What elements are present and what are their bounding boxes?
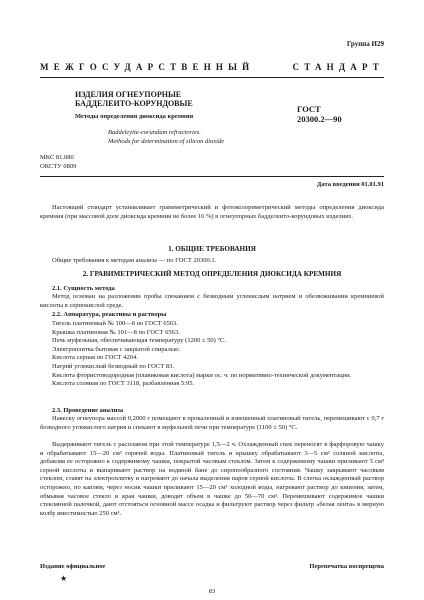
english-title-line-1: Baddeleyite-corundum refractories. [108, 129, 201, 136]
mks-code: МКС 81.080 [40, 154, 74, 161]
section-1-heading: 1. ОБЩИЕ ТРЕБОВАНИЯ [168, 245, 256, 253]
effective-date: Дата введения 01.01.91 [316, 181, 384, 188]
okstu-code: ОКСТУ 0809 [40, 162, 77, 170]
apparatus-item: Крышка платиновая № 101—8 по ГОСТ 6563. [52, 328, 180, 336]
apparatus-list [40, 320, 384, 389]
english-title [108, 129, 224, 146]
gost-label: ГОСТ [297, 104, 321, 114]
middle-rule [40, 176, 384, 177]
english-title-line-2: Methods for determination of silicon dioxide [108, 137, 225, 145]
title-line-2: БАДДЕЛЕИТО-КОРУНДОВЫЕ [75, 99, 193, 108]
top-rule [40, 77, 384, 78]
reprint-prohibited-label: Перепечатка воспрещена [309, 563, 384, 570]
official-edition-label: Издание официальное [40, 563, 106, 570]
page-number: 83 [208, 588, 216, 595]
document-title [75, 90, 275, 108]
apparatus-item: Тигель платиновый № 100—8 по ГОСТ 6563. [52, 320, 178, 327]
subsection-2-3-heading: 2.3. Проведение анализа [52, 407, 124, 414]
section-2-heading: 2. ГРАВИМЕТРИЧЕСКИЙ МЕТОД ОПРЕДЕЛЕНИЯ ДИОКСИДА КРЕМНИЯ [82, 270, 342, 278]
title-line-1: ИЗДЕЛИЯ ОГНЕУПОРНЫЕ [75, 90, 182, 99]
standard-banner: МЕЖГОСУДАРСТВЕННЫЙ СТАНДАРТ [40, 62, 384, 72]
intro-paragraph: Настоящий стандарт устанавливает гравиметрический и фотоколориметрический методы определения диоксида кремния (при массовой доле диоксида кремния не более 16 %) в огнеупорных бадделеито-корундовых изделиях. [40, 204, 384, 220]
classification-codes [40, 154, 76, 171]
apparatus-item: Электроплитка бытовая с закрытой спиралью. [52, 345, 181, 353]
subsection-2-2-heading: 2.2. Аппаратура, реактивы и растворы [52, 311, 167, 318]
apparatus-item: Натрий углекислый безводный по ГОСТ 83. [52, 362, 174, 370]
subsection-2-1-text: Метод основан на разложении пробы спеканием с безводным углекислым натрием и обезвоживании кремниевой кислоты в сернокислой среде. [40, 293, 384, 309]
group-code: Группа И29 [346, 40, 384, 48]
star-icon: ★ [60, 574, 68, 583]
gost-number [297, 104, 342, 124]
apparatus-item: Кислота фтористоводородная (плавиковая кислота) марки ос. ч. по нормативно-технической документации. [52, 371, 352, 379]
apparatus-item: Кислота серная по ГОСТ 4204. [52, 354, 138, 362]
subsection-2-1-heading: 2.1. Сущность метода [52, 285, 115, 292]
gost-code: 20300.2—90 [297, 114, 342, 124]
procedure-paragraph-1: Навеску огнеупора массой 0,2000 г помещают в прокаленный и взвешенный платиновый тигель, перемешивают с 0,7 г безводного углекислого натрия и спекают в муфельной печи при температуре (1100 ± 50) °С. [40, 415, 384, 431]
document-subtitle: Методы определения диоксида кремния [75, 113, 194, 120]
procedure-paragraph-2: Выдерживают тигель с расплавом при этой температуре 1,5—2 ч. Охлажденный спек переносят в фарфоровую чашку и обрабатывают 15—20 см³ горячей воды. Платиновый тигель и крышку обрабатывают 3—5 см³ соляной кислоты, добавляя ее осторожно к содержимому чашки, покрытой часовым стеклом. Затем к содержимому чашки приливают 5 см³ серной кислоты и выпаривают раствор на водяной бане до сиропообразного состояния. Чашку закрывают часовым стеклом, ставят на электроплитку и нагревают до начала выделения паров серной кислоты. В слегка охлажденный раствор осторожно, по каплям, через носик чашки приливают 15—20 см³ холодной воды, нагревают раствор до кипения, затем, обмывая часовое стекло и края чашки, доводят объем в чашке до 50—70 см³. Перемешивают содержимое чашки стеклянной палочкой, дают отстояться основной массе осадка и фильтруют раствор через фильтр «белая лента» в мерную колбу вместимостью 250 см³. [40, 441, 384, 517]
apparatus-item: Кислота соляная по ГОСТ 3118, разбавленная 5:95. [52, 380, 195, 388]
section-1-text: Общие требования к методам анализа — по ГОСТ 20300.1. [52, 257, 217, 264]
apparatus-item: Печь муфельная, обеспечивающая температуру (1200 ± 50) °С. [52, 337, 227, 345]
